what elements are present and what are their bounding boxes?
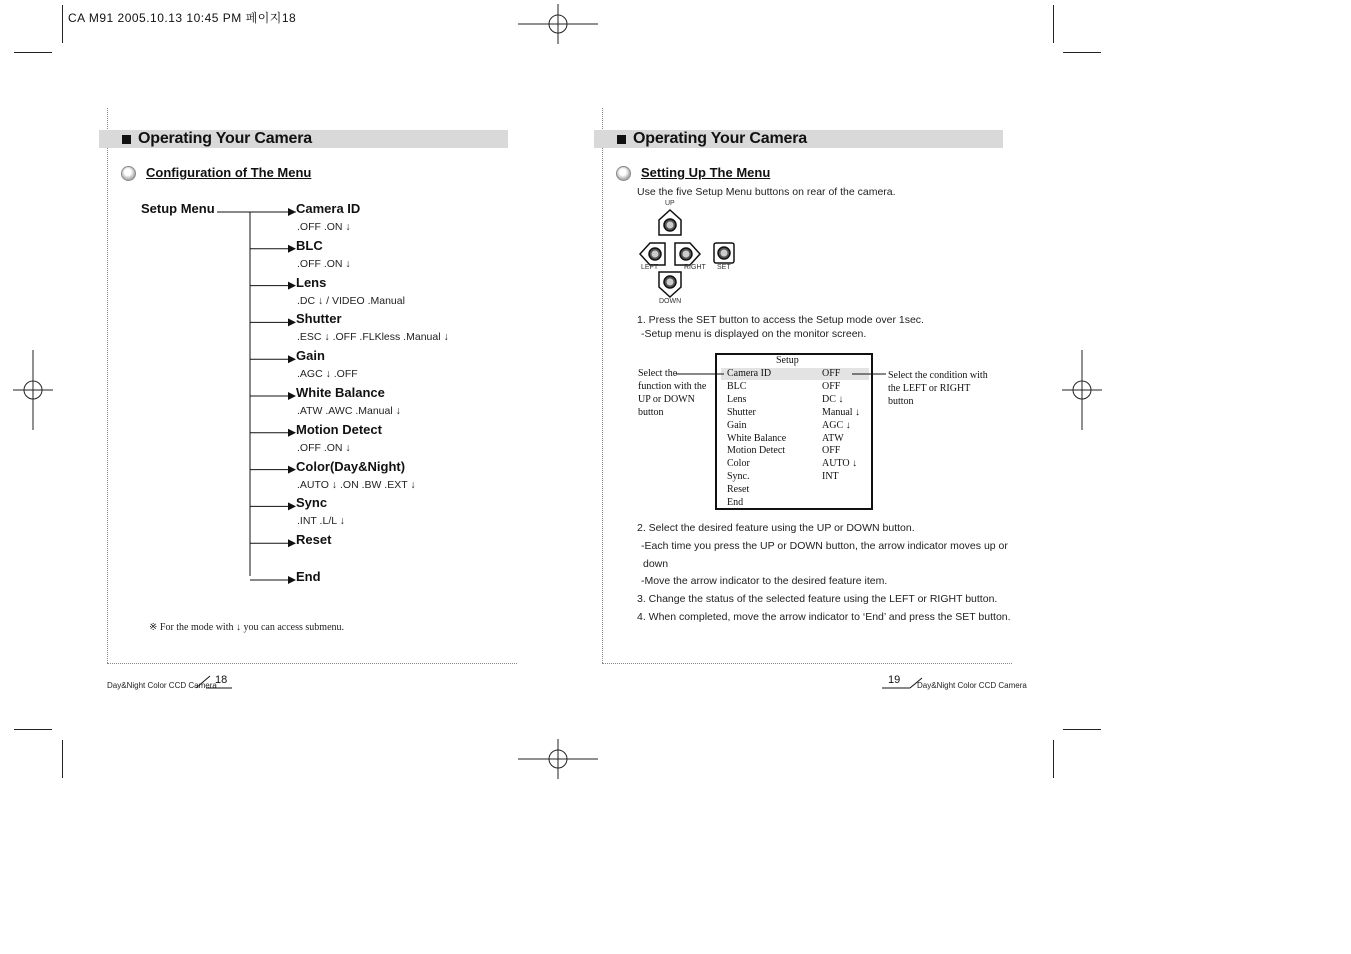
osd-row-name: Reset [727, 484, 750, 496]
registration-mark-bottom [518, 739, 598, 779]
osd-row-name: Gain [727, 419, 747, 431]
arrow-right-icon [288, 576, 296, 584]
page-number-left: 18 [215, 674, 228, 686]
subsection-title: Setting Up The Menu [641, 165, 771, 180]
registration-mark-top [518, 4, 598, 44]
arrow-right-icon [288, 318, 296, 326]
tree-item-options: .DC ↓ / VIDEO .Manual [297, 294, 405, 307]
arrow-right-icon [288, 539, 296, 547]
callout-line: Select the condition with [888, 370, 988, 381]
osd-row-name: Camera ID [727, 368, 772, 379]
tree-item-label: White Balance [296, 385, 385, 400]
tree-item-options: .AGC ↓ .OFF [297, 368, 358, 381]
tree-item-label: Lens [296, 274, 327, 290]
tree-item-options: .AUTO ↓ .ON .BW .EXT ↓ [297, 478, 416, 491]
osd-row-value: AGC ↓ [822, 419, 851, 431]
step-1-sub: -Setup menu is displayed on the monitor screen. [641, 328, 867, 340]
tree-item-label: Camera ID [296, 201, 361, 216]
tree-item-options: .OFF .ON ↓ [297, 441, 351, 454]
tree-item-options: .OFF .ON ↓ [297, 221, 351, 233]
osd-row-name: Motion Detect [727, 445, 786, 457]
tree-root: Setup Menu [141, 201, 215, 216]
arrow-right-icon [288, 429, 296, 437]
square-bullet-icon [617, 135, 626, 144]
osd-row-name: Sync. [727, 471, 750, 483]
tree-item-label: Color(Day&Night) [296, 458, 406, 474]
osd-row-name: End [727, 497, 744, 508]
step-1: 1. Press the SET button to access the Setup mode over 1sec. [637, 314, 924, 326]
arrow-right-icon [288, 355, 296, 363]
tree-item-options: .INT .L/L ↓ [297, 515, 345, 528]
circle-bullet-icon [616, 166, 631, 181]
print-header: CA M91 2005.10.13 10:45 PM 페이지18 [68, 11, 297, 25]
arrow-right-icon [288, 502, 296, 510]
square-bullet-icon [122, 135, 131, 144]
tree-item-label: BLC [296, 237, 323, 253]
arrow-right-icon [288, 245, 296, 253]
menu-tree-connectors [210, 200, 300, 590]
tree-item-label: Shutter [296, 311, 342, 327]
step-line: -Each time you press the UP or DOWN button, the arrow indicator moves up or [641, 540, 1008, 552]
set-button-label: SET [717, 264, 731, 271]
osd-row-value: OFF [822, 445, 841, 457]
section-title: Operating Your Camera [138, 130, 312, 147]
callout-line: function with the [638, 381, 707, 392]
osd-row-name: Lens [727, 393, 747, 405]
circle-bullet-icon [121, 166, 136, 181]
callout-line: Select the [638, 368, 678, 379]
registration-mark-right [1062, 350, 1102, 430]
callout-leader-lines [676, 370, 888, 380]
arrow-right-icon [288, 392, 296, 400]
step-line: 4. When completed, move the arrow indicator to ‘End’ and press the SET button. [637, 611, 1011, 623]
arrow-right-icon [288, 466, 296, 474]
page-footer-left: Day&Night Color CCD Camera [107, 681, 217, 690]
setup-button-pad [630, 198, 750, 310]
step-line: 2. Select the desired feature using the UP or DOWN button. [637, 522, 915, 534]
osd-title: Setup [776, 355, 799, 366]
callout-line: button [888, 396, 914, 407]
page-number-right: 19 [888, 674, 901, 686]
osd-row-value: AUTO ↓ [822, 458, 858, 470]
osd-row-name: White Balance [727, 432, 787, 444]
tree-item-options: .OFF .ON ↓ [297, 257, 351, 270]
osd-row-value: INT [822, 471, 839, 483]
osd-row-value: DC ↓ [822, 393, 844, 405]
down-button-icon [659, 272, 681, 297]
up-button-icon [659, 210, 681, 235]
osd-row-value: OFF [822, 380, 841, 392]
left-button-label: LEFT [641, 264, 659, 271]
osd-row-value: ATW [822, 432, 844, 444]
tree-item-options: .ATW .AWC .Manual ↓ [297, 405, 401, 417]
callout-line: button [638, 407, 664, 418]
arrow-right-icon [288, 208, 296, 216]
tree-item-label: Motion Detect [296, 421, 382, 437]
callout-line: UP or DOWN [638, 394, 695, 405]
step-line: down [643, 558, 669, 570]
section-title: Operating Your Camera [633, 130, 807, 147]
osd-row-value: Manual ↓ [822, 406, 861, 418]
tree-item-label: Gain [296, 348, 325, 364]
osd-row-value: OFF [822, 368, 841, 379]
step-line: 3. Change the status of the selected feature using the LEFT or RIGHT button. [637, 593, 998, 605]
down-button-label: DOWN [659, 298, 682, 305]
osd-row-name: BLC [727, 380, 747, 392]
tree-item-label: Reset [296, 532, 332, 548]
tree-item-label: End [296, 569, 321, 584]
set-button-icon [714, 243, 734, 263]
tree-item-label: Sync [296, 495, 328, 511]
page-footer-right: Day&Night Color CCD Camera [917, 681, 1027, 690]
submenu-note: ※ For the mode with ↓ you can access submenu. [149, 622, 345, 633]
registration-mark-left [13, 350, 53, 430]
callout-line: the LEFT or RIGHT [888, 383, 971, 394]
right-button-icon [675, 243, 700, 265]
arrow-right-icon [288, 282, 296, 290]
tree-item-options: .ESC ↓ .OFF .FLKless .Manual ↓ [297, 331, 449, 344]
osd-row-name: Color [727, 458, 750, 470]
osd-row-name: Shutter [727, 406, 756, 418]
left-button-icon [640, 243, 665, 265]
right-button-label: RIGHT [684, 264, 706, 271]
subsection-title: Configuration of The Menu [146, 165, 312, 180]
up-button-label: UP [665, 200, 675, 207]
step-line: -Move the arrow indicator to the desired feature item. [641, 575, 888, 587]
intro-text: Use the five Setup Menu buttons on rear of the camera. [637, 186, 896, 198]
